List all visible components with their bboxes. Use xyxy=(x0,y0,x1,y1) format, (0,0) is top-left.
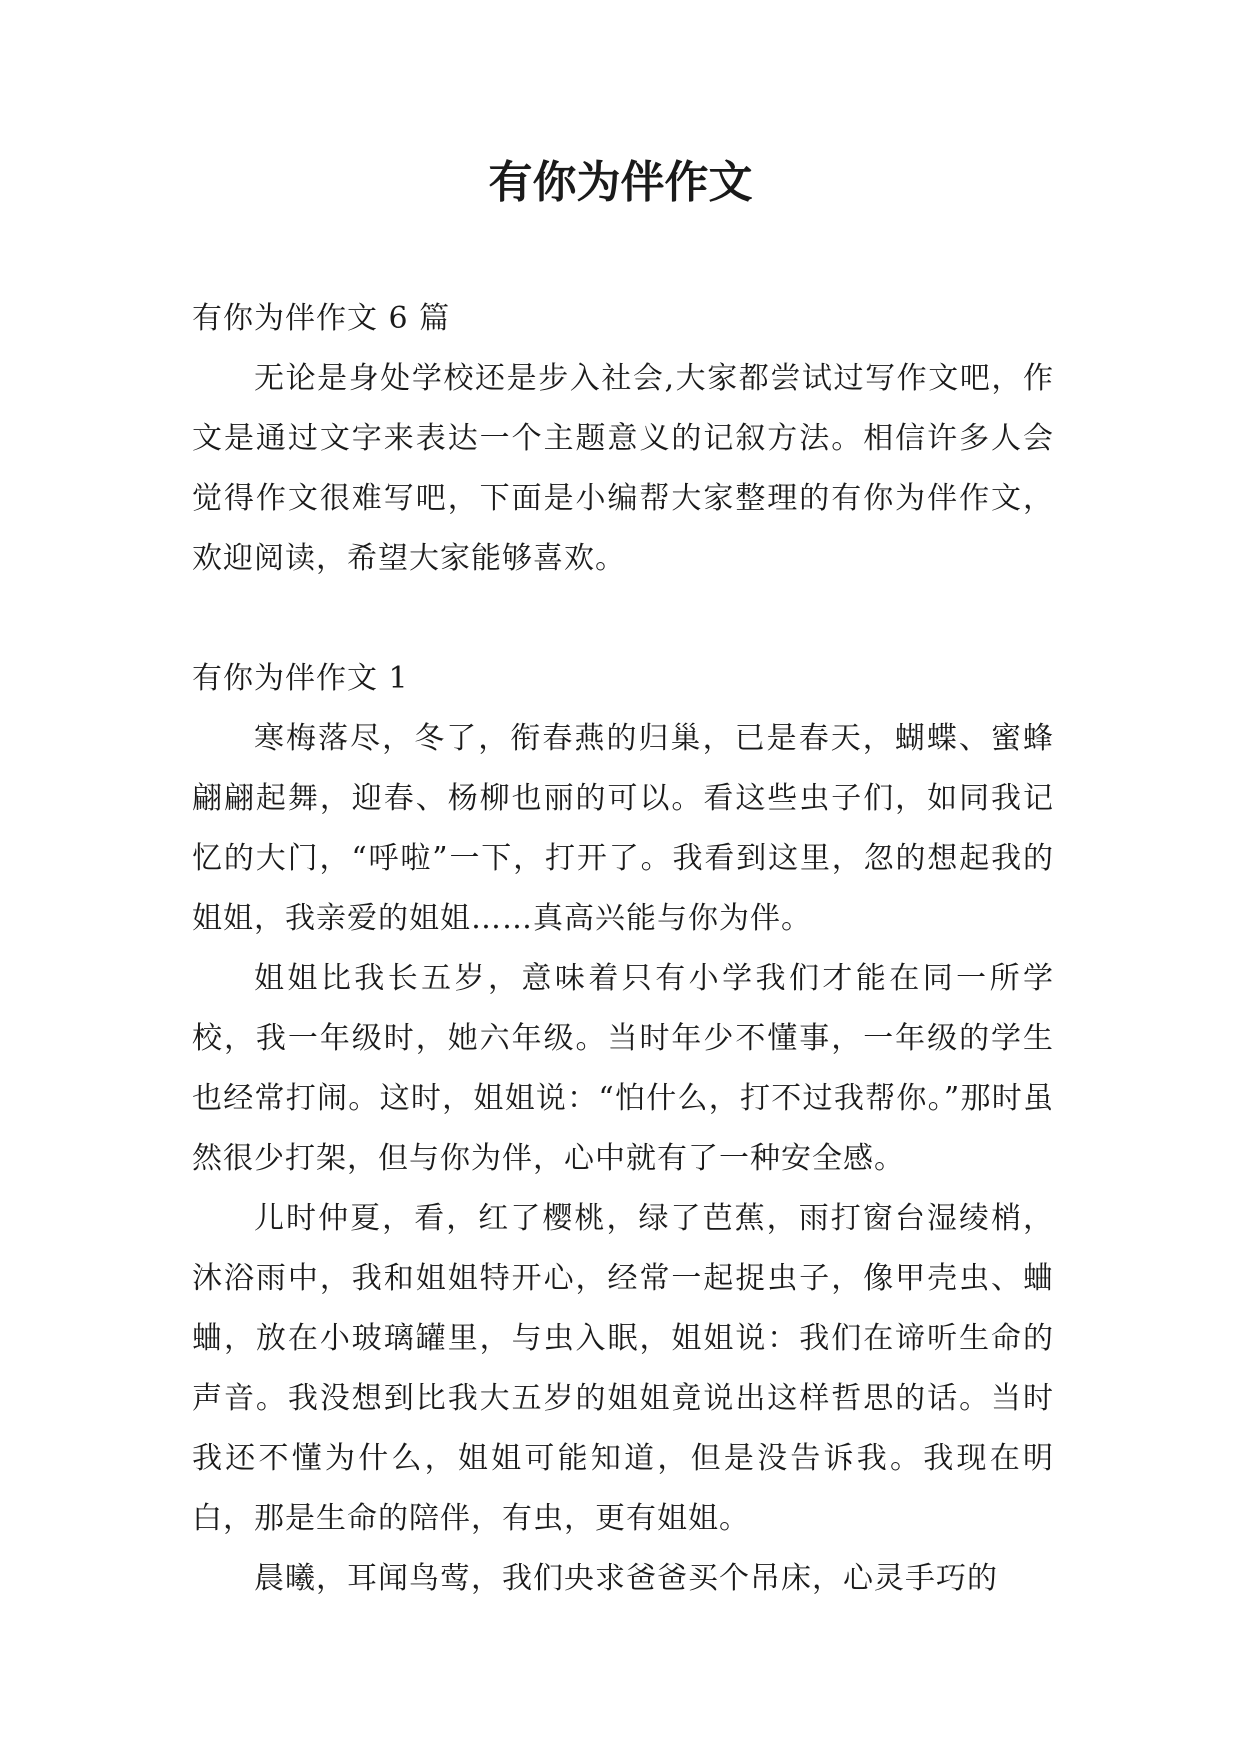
body-paragraph: 姐姐比我长五岁，意味着只有小学我们才能在同一所学校，我一年级时，她六年级。当时年少不懂事，一年级的学生也经常打闹。这时，姐姐说：“怕什么，打不过我帮你。”那时虽然很少打架，但与你为伴，心中就有了一种安全感。 xyxy=(192,961,1054,1176)
body-paragraph: 寒梅落尽，冬了，衔春燕的归巢，已是春天，蝴蝶、蜜蜂翩翩起舞，迎春、杨柳也丽的可以。看这些虫子们，如同我记忆的大门，“呼啦”一下，打开了。我看到这里，忽的想起我的姐姐，我亲爱的姐姐……真高兴能与你为伴。 xyxy=(192,721,1054,936)
section-heading: 有你为伴作文 1 xyxy=(192,661,409,696)
document-title: 有你为伴作文 xyxy=(488,157,753,208)
intro-paragraph: 无论是身处学校还是步入社会,大家都尝试过写作文吧，作文是通过文字来表达一个主题意义的记叙方法。相信许多人会觉得作文很难写吧，下面是小编帮大家整理的有你为伴作文，欢迎阅读，希望大家能够喜欢。 xyxy=(192,361,1054,576)
body-paragraph: 晨曦，耳闻鸟莺，我们央求爸爸买个吊床，心灵手巧的 xyxy=(254,1561,998,1596)
section-spacer xyxy=(192,589,1054,649)
body-paragraph: 儿时仲夏，看，红了樱桃，绿了芭蕉，雨打窗台湿绫梢，沐浴雨中，我和姐姐特开心，经常一起捉虫子，像甲壳虫、蛐蛐，放在小玻璃罐里，与虫入眠，姐姐说：我们在谛听生命的声音。我没想到比我大五岁的姐姐竟说出这样哲思的话。当时我还不懂为什么，姐姐可能知道，但是没告诉我。我现在明白，那是生命的陪伴，有虫，更有姐姐。 xyxy=(192,1201,1054,1536)
document-subtitle: 有你为伴作文 6 篇 xyxy=(192,301,451,336)
document-body xyxy=(192,289,1054,1609)
